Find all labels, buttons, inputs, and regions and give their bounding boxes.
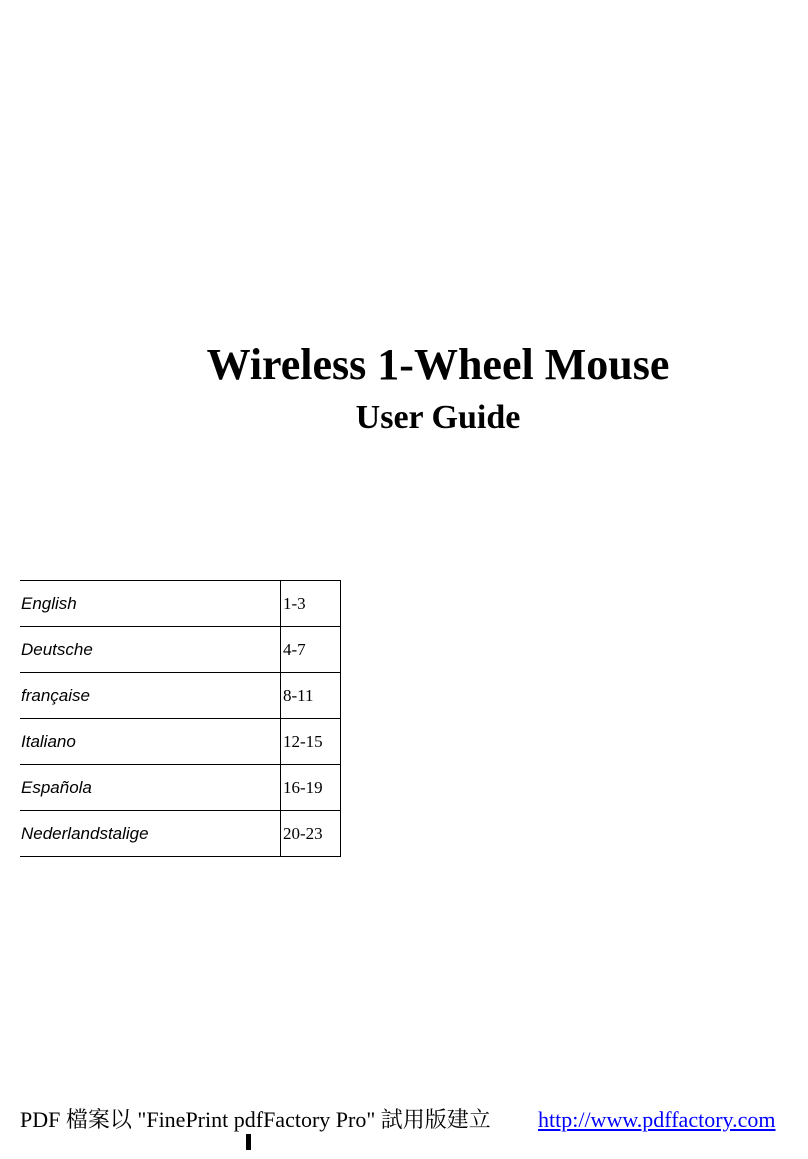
table-row	[20, 581, 341, 627]
page-range: 4-7	[281, 627, 341, 673]
page-range: 16-19	[281, 765, 341, 811]
language-name: Italiano	[20, 719, 281, 765]
language-name: française	[20, 673, 281, 719]
language-table	[20, 580, 341, 857]
page-range: 12-15	[281, 719, 341, 765]
pdf-footer	[20, 1106, 800, 1134]
page-range: 20-23	[281, 811, 341, 857]
document-title: Wireless 1-Wheel Mouse	[206, 340, 670, 389]
table-row	[20, 765, 341, 811]
language-name: Deutsche	[20, 627, 281, 673]
table-row	[20, 673, 341, 719]
table-row	[20, 627, 341, 673]
document-subtitle: User Guide	[355, 399, 521, 436]
pdffactory-link[interactable]: http://www.pdffactory.com	[538, 1107, 776, 1132]
page-range: 1-3	[281, 581, 341, 627]
language-name: Nederlandstalige	[20, 811, 281, 857]
watermark-text: PDF 檔案以 "FinePrint pdfFactory Pro" 試用版建立	[20, 1107, 491, 1132]
text-cursor-mark	[246, 1134, 251, 1150]
table-row	[20, 719, 341, 765]
language-name: Española	[20, 765, 281, 811]
page-range: 8-11	[281, 673, 341, 719]
language-name: English	[20, 581, 281, 627]
table-row	[20, 811, 341, 857]
